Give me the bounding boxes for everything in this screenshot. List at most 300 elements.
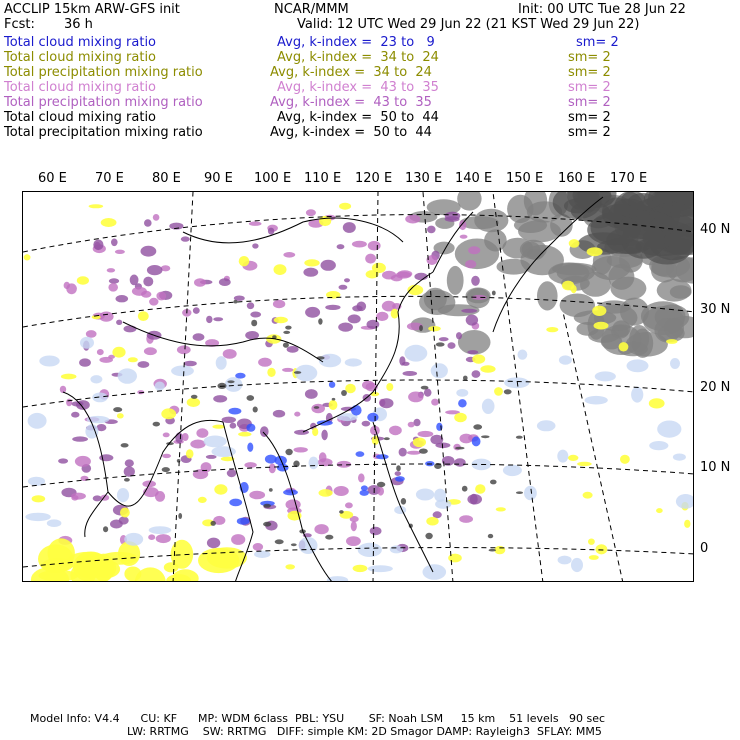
- precip-patch: [93, 495, 102, 501]
- precip-patch: [448, 342, 456, 349]
- precip-patch: [227, 469, 237, 477]
- precip-patch: [362, 381, 374, 390]
- field-name: Total precipitation mixing ratio: [4, 65, 203, 80]
- precip-patch: [163, 433, 170, 438]
- convective-core: [269, 488, 273, 492]
- precip-patch: [362, 421, 371, 427]
- precip-patch: [396, 272, 412, 279]
- low-cloud-patch: [434, 489, 446, 502]
- mid-cloud-patch: [312, 428, 318, 436]
- field-avg: Avg, k-index = 23 to 9: [277, 35, 435, 50]
- precip-patch: [109, 278, 119, 283]
- field-sm: sm= 2: [568, 80, 611, 95]
- mid-cloud-patch: [587, 247, 603, 256]
- mid-cloud-patch: [267, 368, 275, 377]
- mid-cloud-patch: [128, 357, 138, 362]
- precip-patch: [269, 464, 276, 474]
- convective-core: [425, 533, 432, 539]
- longitude-label: 170 E: [610, 171, 648, 186]
- precip-patch: [124, 325, 137, 332]
- precip-patch: [352, 241, 367, 248]
- convective-core: [283, 343, 289, 348]
- low-cloud-patch: [482, 399, 495, 414]
- precip-patch: [252, 243, 258, 248]
- convective-core: [473, 424, 482, 429]
- low-cloud-patch: [235, 373, 245, 379]
- convective-core: [285, 326, 291, 330]
- mid-cloud-patch: [448, 554, 462, 563]
- convective-core: [504, 389, 512, 394]
- precip-patch: [431, 399, 439, 406]
- low-cloud-patch: [358, 543, 382, 557]
- low-cloud-patch: [25, 513, 50, 521]
- field-avg: Avg, k-index = 34 to 24: [277, 50, 439, 65]
- mid-cloud-patch: [577, 462, 592, 466]
- precip-patch: [93, 240, 103, 251]
- precip-patch: [156, 534, 171, 543]
- precip-patch: [99, 454, 113, 461]
- convective-core: [275, 539, 284, 544]
- longitude-label: 150 E: [506, 171, 544, 186]
- precip-patch: [287, 346, 299, 353]
- low-cloud-patch: [558, 556, 572, 565]
- precip-patch: [219, 278, 231, 286]
- mid-cloud-patch: [329, 400, 338, 410]
- precip-patch: [260, 426, 269, 437]
- precip-patch: [427, 226, 436, 234]
- field-sm: sm= 2: [568, 65, 611, 80]
- mid-cloud-patch: [77, 276, 89, 284]
- precip-patch: [144, 219, 152, 227]
- low-cloud-patch: [283, 489, 298, 495]
- border-line: [183, 218, 403, 243]
- precip-patch: [294, 412, 300, 417]
- low-cloud-patch: [309, 457, 319, 470]
- mid-cloud-patch: [120, 508, 130, 518]
- field-sm: sm= 2: [568, 110, 611, 125]
- precip-patch: [407, 451, 421, 455]
- mid-cloud-patch: [138, 311, 149, 321]
- precip-patch: [459, 220, 466, 230]
- longitude-label: 70 E: [95, 171, 124, 186]
- mid-cloud-patch: [238, 432, 251, 437]
- field-sm: sm= 2: [568, 125, 611, 140]
- precip-patch: [303, 268, 318, 277]
- precip-patch: [231, 534, 245, 545]
- field-name: Total cloud mixing ratio: [4, 80, 157, 95]
- precip-patch: [223, 349, 237, 359]
- low-cloud-patch: [299, 537, 318, 554]
- mid-cloud-patch: [494, 387, 503, 396]
- mid-cloud-patch: [372, 263, 386, 273]
- mid-cloud-patch: [666, 339, 678, 344]
- low-cloud-patch: [376, 454, 389, 459]
- low-cloud-patch: [204, 436, 227, 448]
- precip-patch: [345, 502, 353, 508]
- precip-patch: [268, 228, 274, 235]
- precip-patch: [283, 252, 295, 258]
- precip-patch: [111, 239, 118, 247]
- mid-cloud-patch: [656, 508, 663, 513]
- precip-patch: [351, 521, 357, 531]
- low-cloud-patch: [216, 356, 227, 370]
- upper-cloud-patch: [424, 288, 447, 311]
- precip-patch: [58, 458, 68, 463]
- precip-patch: [408, 422, 415, 428]
- mid-cloud-patch: [274, 317, 288, 323]
- low-cloud-patch: [124, 533, 143, 546]
- precip-patch: [71, 493, 86, 500]
- low-cloud-patch: [356, 451, 365, 457]
- low-cloud-patch: [431, 363, 448, 378]
- precip-patch: [194, 278, 206, 287]
- precip-patch: [66, 283, 77, 294]
- precip-patch: [206, 316, 212, 323]
- precip-patch: [125, 459, 134, 467]
- low-cloud-patch: [456, 389, 468, 397]
- precip-patch: [97, 349, 104, 355]
- mid-cloud-patch: [475, 484, 485, 494]
- field-sm: sm= 2: [576, 35, 619, 50]
- low-cloud-patch: [390, 545, 403, 553]
- convective-core: [325, 535, 333, 540]
- precip-patch: [181, 236, 190, 241]
- precip-patch: [424, 389, 432, 397]
- low-cloud-patch: [631, 387, 643, 403]
- mid-cloud-patch: [274, 264, 287, 275]
- precip-patch: [143, 277, 153, 287]
- field-shading: [24, 192, 694, 582]
- low-cloud-patch: [39, 356, 59, 367]
- low-cloud-patch: [228, 408, 241, 415]
- center-label: NCAR/MMM: [274, 2, 349, 17]
- precip-patch: [249, 491, 265, 500]
- convective-core: [191, 395, 198, 399]
- precip-patch: [250, 312, 261, 318]
- longitude-label: 90 E: [204, 171, 233, 186]
- convective-core: [285, 449, 292, 455]
- low-cloud-patch: [524, 486, 537, 501]
- mid-cloud-patch: [391, 309, 399, 319]
- precip-patch: [132, 287, 147, 296]
- low-cloud-patch: [360, 490, 369, 496]
- precip-patch: [380, 398, 394, 408]
- precip-patch: [389, 426, 402, 436]
- field-name: Total cloud mixing ratio: [4, 35, 157, 50]
- mid-cloud-patch: [568, 455, 578, 461]
- convective-core: [516, 436, 523, 439]
- latitude-label: 40 N: [700, 222, 731, 237]
- precip-patch: [193, 307, 200, 314]
- convective-core: [291, 543, 297, 546]
- convective-core: [263, 522, 271, 527]
- mid-cloud-patch: [101, 218, 117, 227]
- field-avg: Avg, k-index = 43 to 35: [270, 95, 432, 110]
- precip-patch: [273, 300, 285, 308]
- low-cloud-patch: [559, 355, 572, 364]
- low-cloud-patch: [368, 565, 393, 572]
- low-cloud-patch: [225, 377, 243, 392]
- precip-patch: [418, 431, 434, 437]
- mid-cloud-patch: [426, 517, 438, 526]
- mid-cloud-patch: [61, 374, 77, 380]
- precip-patch: [60, 386, 66, 393]
- precip-patch: [147, 265, 163, 275]
- mid-cloud-patch: [413, 438, 426, 448]
- precip-patch: [321, 430, 327, 441]
- mid-cloud-patch: [619, 342, 629, 351]
- convective-core: [103, 526, 108, 532]
- valid-time: Valid: 12 UTC Wed 29 Jun 22 (21 KST Wed 29 Jun 22): [297, 17, 640, 32]
- precip-patch: [107, 268, 115, 272]
- low-cloud-patch: [28, 413, 47, 429]
- low-cloud-patch: [571, 558, 583, 572]
- mid-cloud-patch: [339, 203, 351, 210]
- convective-core: [124, 478, 130, 482]
- mid-cloud-patch: [569, 239, 580, 248]
- precip-patch: [75, 456, 91, 467]
- field-sm: sm= 2: [568, 95, 611, 110]
- longitude-label: 140 E: [455, 171, 493, 186]
- convective-core: [263, 504, 271, 508]
- mid-cloud-patch: [454, 413, 467, 422]
- precip-patch: [460, 235, 468, 239]
- convective-core: [384, 437, 390, 440]
- precip-patch: [286, 499, 301, 509]
- convective-core: [341, 390, 347, 396]
- precip-patch: [249, 222, 262, 226]
- low-cloud-patch: [627, 359, 649, 372]
- precip-patch: [108, 283, 118, 292]
- upper-cloud-patch: [654, 318, 680, 343]
- precip-patch: [244, 462, 256, 468]
- mid-cloud-patch: [496, 507, 506, 511]
- convective-core: [436, 342, 445, 346]
- precip-patch: [141, 246, 157, 257]
- convective-core: [488, 534, 493, 538]
- low-cloud-patch: [518, 350, 528, 360]
- low-cloud-patch: [657, 421, 681, 438]
- convective-core: [227, 380, 234, 383]
- longitude-label: 80 E: [152, 171, 181, 186]
- mid-cloud-patch: [589, 555, 599, 560]
- longitude-label: 120 E: [355, 171, 393, 186]
- convective-core: [234, 300, 238, 304]
- precip-patch: [184, 361, 197, 367]
- mid-cloud-patch: [319, 216, 331, 226]
- low-cloud-patch: [329, 382, 335, 388]
- precip-patch: [468, 246, 480, 254]
- convective-core: [314, 406, 320, 409]
- low-cloud-patch: [80, 337, 94, 349]
- convective-core: [490, 480, 497, 485]
- low-cloud-patch: [237, 518, 250, 525]
- mid-cloud-patch: [480, 365, 495, 373]
- low-cloud-patch: [345, 358, 362, 366]
- precip-patch: [399, 356, 405, 365]
- mid-cloud-patch: [187, 398, 200, 407]
- low-cloud-patch: [405, 345, 428, 362]
- precip-patch: [348, 314, 361, 323]
- mid-cloud-patch: [198, 548, 239, 573]
- low-cloud-patch: [458, 399, 467, 407]
- precip-patch: [319, 452, 327, 462]
- precip-patch: [403, 371, 418, 376]
- low-cloud-patch: [351, 405, 362, 416]
- precip-patch: [258, 358, 272, 367]
- precip-patch: [314, 524, 328, 534]
- longitude-label: 60 E: [38, 171, 67, 186]
- mid-cloud-patch: [212, 425, 225, 429]
- precip-patch: [343, 222, 356, 233]
- precip-patch: [395, 471, 401, 476]
- mid-cloud-patch: [186, 449, 194, 458]
- precip-patch: [465, 260, 476, 268]
- precip-patch: [376, 312, 388, 321]
- precip-patch: [344, 278, 350, 282]
- low-cloud-patch: [472, 436, 481, 446]
- precip-patch: [472, 370, 481, 378]
- precip-patch: [305, 389, 318, 399]
- precip-patch: [454, 458, 466, 466]
- precip-patch: [247, 302, 254, 309]
- field-avg: Avg, k-index = 50 to 44: [277, 110, 439, 125]
- upper-cloud-patch: [474, 209, 508, 233]
- convective-core: [396, 465, 401, 471]
- mid-cloud-patch: [214, 484, 227, 494]
- precip-patch: [116, 295, 129, 302]
- precip-patch: [461, 309, 477, 313]
- fcst-label: Fcst:: [4, 17, 35, 32]
- low-cloud-patch: [503, 465, 522, 476]
- low-cloud-patch: [247, 443, 253, 452]
- convective-core: [462, 486, 468, 492]
- mid-cloud-patch: [319, 489, 333, 497]
- convective-core: [419, 325, 423, 331]
- low-cloud-patch: [246, 424, 255, 432]
- precip-patch: [182, 433, 189, 441]
- precip-patch: [119, 516, 129, 524]
- precip-patch: [367, 320, 380, 329]
- precip-patch: [321, 260, 336, 271]
- precip-patch: [408, 392, 423, 403]
- latitude-label: 0: [700, 541, 709, 556]
- precip-patch: [149, 298, 158, 306]
- model-title: ACCLIP 15km ARW-GFS init: [4, 2, 180, 17]
- precip-patch: [358, 473, 365, 482]
- border-line: [123, 322, 323, 362]
- low-cloud-patch: [47, 519, 62, 527]
- convective-core: [516, 491, 523, 494]
- precip-patch: [338, 323, 353, 332]
- convective-core: [421, 386, 429, 390]
- precip-patch: [115, 250, 125, 254]
- precip-patch: [306, 209, 316, 216]
- precip-patch: [368, 241, 381, 251]
- precip-patch: [162, 454, 171, 458]
- field-name: Total precipitation mixing ratio: [4, 95, 203, 110]
- convective-core: [492, 291, 496, 296]
- longitude-label: 110 E: [304, 171, 342, 186]
- low-cloud-patch: [537, 420, 556, 431]
- field-sm: sm= 2: [568, 50, 611, 65]
- precip-patch: [439, 337, 449, 341]
- precip-patch: [466, 315, 478, 326]
- low-cloud-patch: [670, 358, 680, 369]
- mid-cloud-patch: [89, 204, 104, 208]
- mid-cloud-patch: [596, 544, 608, 554]
- precip-patch: [72, 436, 88, 441]
- convective-core: [253, 407, 258, 413]
- convective-core: [377, 482, 385, 487]
- convective-core: [247, 395, 255, 401]
- field-name: Total cloud mixing ratio: [4, 110, 157, 125]
- precip-patch: [253, 543, 263, 551]
- low-cloud-patch: [117, 488, 129, 502]
- precip-patch: [138, 361, 150, 368]
- mid-cloud-patch: [239, 256, 250, 266]
- upper-cloud-patch: [537, 281, 558, 310]
- mid-cloud-patch: [345, 384, 356, 393]
- mid-cloud-patch: [594, 322, 609, 330]
- convective-core: [489, 549, 496, 552]
- mid-cloud-patch: [32, 495, 46, 502]
- low-cloud-patch: [394, 506, 406, 514]
- low-cloud-patch: [118, 368, 137, 383]
- precip-patch: [456, 332, 462, 339]
- mid-cloud-patch: [386, 383, 393, 391]
- low-cloud-patch: [673, 454, 686, 461]
- mid-cloud-patch: [117, 413, 124, 418]
- mid-cloud-patch: [285, 564, 295, 569]
- field-name: Total precipitation mixing ratio: [4, 125, 203, 140]
- mid-cloud-patch: [472, 354, 485, 363]
- precip-patch: [405, 215, 420, 224]
- latitude-label: 20 N: [700, 380, 731, 395]
- precip-patch: [377, 487, 384, 496]
- low-cloud-patch: [595, 371, 616, 381]
- convective-core: [113, 407, 122, 412]
- low-cloud-patch: [585, 396, 608, 405]
- map-panel: [22, 191, 694, 582]
- mid-cloud-patch: [353, 565, 368, 572]
- precip-patch: [86, 330, 97, 338]
- precip-patch: [156, 292, 166, 301]
- low-cloud-patch: [423, 564, 447, 580]
- precip-patch: [153, 214, 160, 221]
- precip-patch: [370, 527, 382, 535]
- footer-model-info: Model Info: V4.4 CU: KF MP: WDM 6class PBL: YSU SF: Noah LSM 15 km 51 levels 90 sec: [30, 712, 606, 725]
- mid-cloud-patch: [684, 520, 690, 528]
- precip-patch: [470, 494, 478, 505]
- low-cloud-patch: [649, 441, 668, 450]
- fcst-value: 36 h: [64, 17, 93, 32]
- footer-physics-info: LW: RRTMG SW: RRTMG DIFF: simple KM: 2D Smagor DAMP: Rayleigh3 SFLAY: MM5: [127, 725, 602, 738]
- precip-patch: [206, 455, 217, 459]
- precip-patch: [79, 358, 91, 366]
- mid-cloud-patch: [588, 539, 595, 545]
- precip-patch: [71, 412, 79, 418]
- mid-cloud-patch: [24, 254, 31, 260]
- precip-patch: [144, 347, 157, 355]
- low-cloud-patch: [155, 382, 165, 391]
- precip-patch: [334, 486, 349, 496]
- precip-patch: [339, 285, 348, 290]
- latitude-label: 10 N: [700, 460, 731, 475]
- precip-patch: [213, 395, 227, 402]
- low-cloud-patch: [395, 476, 405, 482]
- precip-patch: [66, 399, 72, 407]
